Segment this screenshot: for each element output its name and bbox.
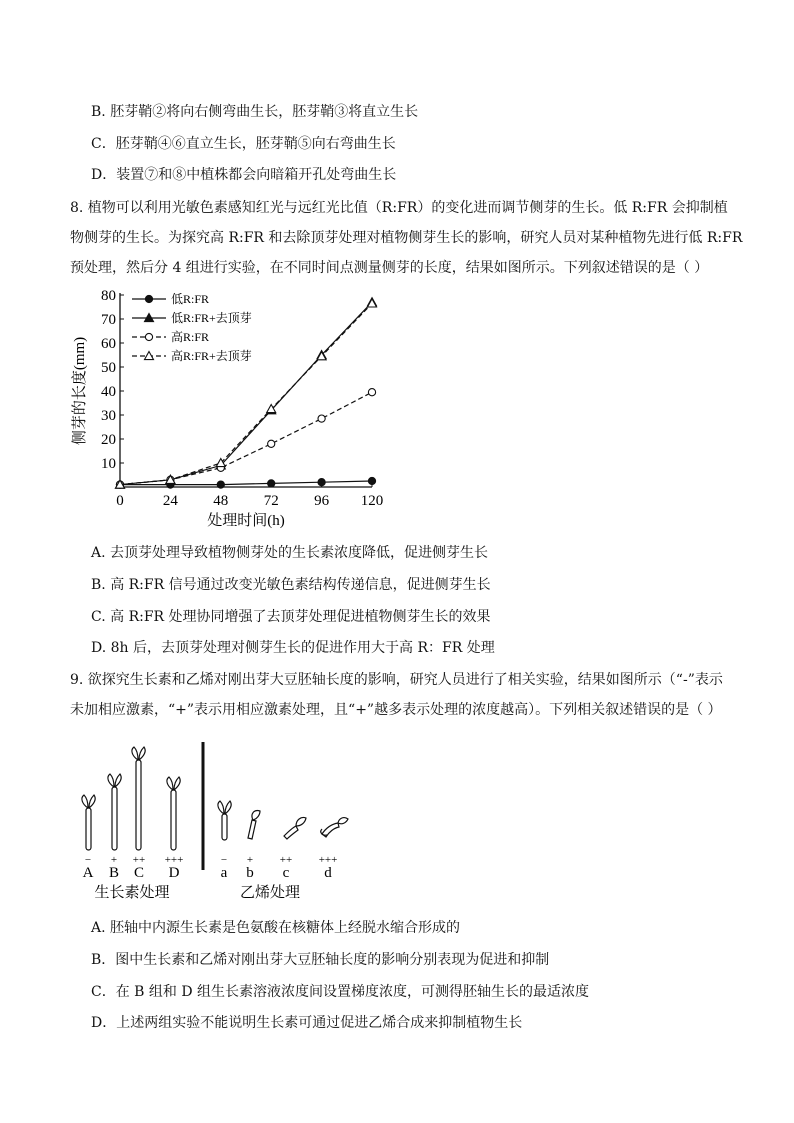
- letter-B: B: [108, 865, 120, 881]
- letter-d: d: [324, 865, 332, 881]
- letter-C: C: [133, 865, 145, 881]
- letter-A: A: [82, 865, 94, 881]
- q8-option-b: B. 高 R:FR 信号通过改变光敏色素结构传递信息，促进侧芽生长: [91, 577, 491, 593]
- seedling-C: [132, 747, 145, 850]
- sign-a: −: [220, 854, 228, 866]
- series-3: [116, 299, 377, 488]
- data-point: [268, 480, 275, 487]
- q9-option-a: A. 胚轴中内源生长素是色氨酸在核糖体上经脱水缩合形成的: [91, 920, 461, 936]
- x-tick-label: 24: [162, 493, 178, 509]
- y-axis-label: 侧芽的长度(mm): [72, 336, 88, 446]
- sign-b: +: [246, 854, 254, 866]
- legend-label: 低R:FR+去顶芽: [171, 311, 252, 325]
- series-line: [120, 303, 372, 484]
- q9-option-d: D．上述两组实验不能说明生长素可通过促进乙烯合成来抑制植物生长: [91, 1015, 523, 1031]
- data-point: [318, 415, 325, 422]
- seedling-d: [321, 818, 348, 837]
- x-axis-label: 处理时间(h): [207, 513, 285, 529]
- q7-option-d: D．装置⑦和⑧中植株都会向暗箱开孔处弯曲生长: [91, 167, 397, 183]
- sign-D: +++: [164, 854, 184, 866]
- x-tick-label: 120: [360, 493, 384, 509]
- series-1: [116, 298, 377, 489]
- q8-stem-line-3: 预处理，然后分 4 组进行实验，在不同时间点测量侧芽的长度，结果如图所示。下列叙述错误的是（ ）: [70, 260, 709, 276]
- y-tick-label: 70: [101, 312, 116, 328]
- auxin-label: 生长素处理: [94, 885, 170, 901]
- sign-A: −: [84, 854, 92, 866]
- seedling-A: [82, 795, 95, 850]
- sign-c: ++: [279, 854, 293, 866]
- sign-C: ++: [132, 854, 146, 866]
- seedling-figure: [70, 738, 370, 908]
- q8-stem-line-1: 8. 植物可以利用光敏色素感知红光与远红光比值（R:FR）的变化进而调节侧芽的生长。低 R:FR 会抑制植: [70, 200, 728, 216]
- seedling-B: [108, 774, 121, 850]
- letter-c: c: [282, 865, 290, 881]
- x-tick-label: 96: [314, 493, 330, 509]
- data-point: [268, 440, 275, 447]
- data-point: [267, 405, 276, 413]
- q9-option-b: B．图中生长素和乙烯对刚出芽大豆胚轴长度的影响分别表现为促进和抑制: [91, 952, 550, 968]
- y-tick-label: 80: [101, 288, 116, 304]
- x-tick-label: 0: [116, 493, 124, 509]
- legend-label: 低R:FR: [171, 292, 210, 306]
- letter-D: D: [168, 865, 180, 881]
- x-tick-label: 72: [263, 493, 279, 509]
- x-tick-label: 48: [213, 493, 229, 509]
- sign-d: +++: [318, 854, 338, 866]
- data-point: [217, 481, 224, 488]
- sign-B: +: [110, 854, 118, 866]
- y-tick-label: 20: [101, 432, 116, 448]
- q8-option-d: D. 8h 后，去顶芽处理对侧芽生长的促进作用大于高 R：FR 处理: [91, 640, 495, 656]
- seedling-a: [218, 801, 231, 840]
- seedling-c: [284, 817, 306, 839]
- q9-stem-line-2: 未加相应激素，“+”表示用相应激素处理，且“+”越多表示处理的浓度越高）。下列相关叙述错误的是（ ）: [70, 702, 722, 718]
- q7-option-c: C．胚芽鞘④⑥直立生长，胚芽鞘⑤向右弯曲生长: [91, 136, 396, 152]
- ethylene-label: 乙烯处理: [239, 885, 301, 901]
- q8-stem-line-2: 物侧芽的生长。为探究高 R:FR 和去除顶芽处理对植物侧芽生长的影响，研究人员对某种植物先进行低 R:FR: [70, 230, 743, 246]
- data-point: [368, 477, 375, 484]
- series-line: [120, 302, 372, 484]
- letter-a: a: [220, 865, 228, 881]
- legend-label: 高R:FR+去顶芽: [171, 349, 252, 363]
- q9-option-c: C．在 B 组和 D 组生长素溶液浓度间设置梯度浓度，可测得胚轴生长的最适浓度: [91, 984, 590, 1000]
- q8-option-a: A. 去顶芽处理导致植物侧芽处的生长素浓度降低，促进侧芽生长: [91, 545, 489, 561]
- legend-marker: [145, 295, 152, 302]
- seedling-b: [248, 811, 260, 839]
- legend-marker: [145, 333, 152, 340]
- y-tick-label: 40: [101, 384, 116, 400]
- letter-b: b: [246, 865, 254, 881]
- data-point: [368, 389, 375, 396]
- seedling-D: [167, 777, 180, 850]
- q7-option-b: B. 胚芽鞘②将向右侧弯曲生长，胚芽鞘③将直立生长: [91, 104, 419, 120]
- q9-stem-line-1: 9. 欲探究生长素和乙烯对刚出芽大豆胚轴长度的影响，研究人员进行了相关实验，结果如图所示（“-”表示: [70, 672, 723, 688]
- legend-label: 高R:FR: [171, 330, 210, 344]
- data-point: [318, 479, 325, 486]
- y-tick-label: 30: [101, 408, 116, 424]
- y-tick-label: 60: [101, 336, 116, 352]
- lateral-bud-length-chart: [70, 283, 400, 533]
- q8-option-c: C. 高 R:FR 处理协同增强了去顶芽处理促进植物侧芽生长的效果: [91, 609, 491, 625]
- y-tick-label: 50: [101, 360, 116, 376]
- y-tick-label: 10: [101, 456, 116, 472]
